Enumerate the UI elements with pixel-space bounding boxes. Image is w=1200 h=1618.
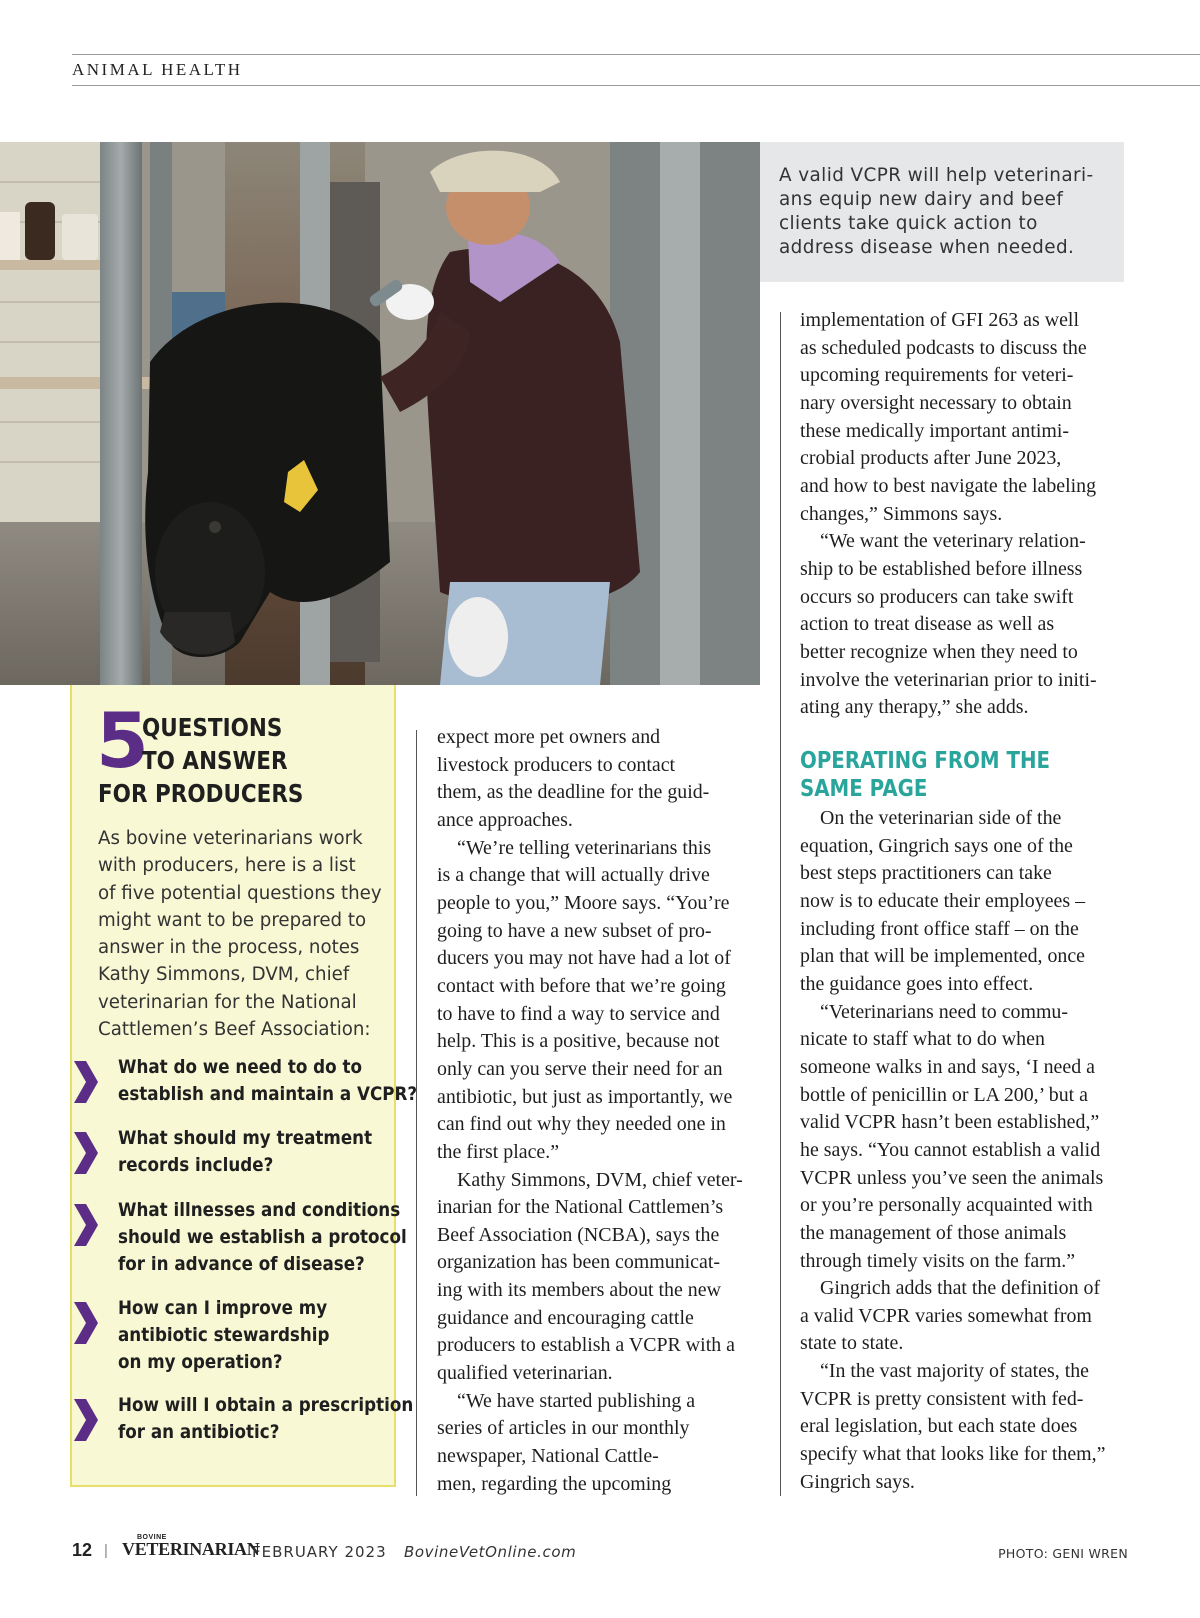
- question-line: for in advance of disease?: [118, 1254, 365, 1275]
- text-line: involve the veterinarian prior to initi-: [800, 668, 1097, 691]
- feature-photo: [0, 142, 760, 685]
- question-line: should we establish a protocol: [118, 1227, 407, 1248]
- text-line: “In the vast majority of states, the: [820, 1360, 1089, 1383]
- text-line: ance approaches.: [437, 808, 573, 831]
- sidebar-title-line: QUESTIONS: [142, 713, 283, 742]
- text-line: through timely visits on the farm.”: [800, 1249, 1076, 1272]
- section-label: ANIMAL HEALTH: [72, 60, 243, 79]
- subhead-line: SAME PAGE: [800, 776, 928, 802]
- issue-date: FEBRUARY 2023: [252, 1543, 387, 1561]
- intro-line: with producers, here is a list: [98, 855, 356, 877]
- text-line: implementation of GFI 263 as well: [800, 309, 1079, 331]
- website-link[interactable]: BovineVetOnline.com: [404, 1543, 577, 1561]
- text-line: the management of those animals: [800, 1221, 1067, 1244]
- text-line: Gingrich adds that the definition of: [820, 1277, 1101, 1300]
- text-line: can find out why they needed one in: [437, 1113, 726, 1136]
- chevron-right-icon: [74, 1132, 98, 1174]
- caption-line: clients take quick action to: [779, 213, 1038, 234]
- sidebar-intro: [98, 825, 398, 1043]
- subhead-line: OPERATING FROM THE: [800, 748, 1051, 774]
- text-line: equation, Gingrich says one of the: [800, 834, 1073, 857]
- text-line: series of articles in our monthly: [437, 1417, 690, 1440]
- text-line: is a change that will actually drive: [437, 864, 710, 887]
- page-number: 12: [72, 1540, 93, 1560]
- column-divider: [780, 312, 781, 1496]
- text-line: organization has been communicat-: [437, 1251, 720, 1274]
- question-line: What should my treatment: [118, 1128, 373, 1149]
- text-line: upcoming requirements for veteri-: [800, 364, 1074, 387]
- intro-line: of five potential questions they: [98, 882, 382, 904]
- body-column-middle: [437, 724, 743, 1498]
- text-line: the first place.”: [437, 1140, 560, 1163]
- text-line: “Veterinarians need to commu-: [820, 1000, 1068, 1023]
- header-underline: [72, 85, 1200, 86]
- text-line: newspaper, National Cattle-: [437, 1445, 659, 1468]
- text-line: plan that will be implemented, once: [800, 945, 1086, 968]
- text-line: eral legislation, but each state does: [800, 1415, 1078, 1438]
- intro-line: might want to be prepared to: [98, 909, 367, 931]
- intro-line: As bovine veterinarians work: [98, 828, 363, 849]
- text-line: Kathy Simmons, DVM, chief veter-: [457, 1168, 743, 1191]
- logo-main: VETERINARIAN: [122, 1539, 260, 1559]
- caption-line: ans equip new dairy and beef: [779, 189, 1064, 210]
- text-line: going to have a new subset of pro-: [437, 919, 712, 942]
- text-line: expect more pet owners and: [437, 726, 661, 748]
- chevron-right-icon: [74, 1399, 98, 1441]
- section-subhead: [800, 747, 1050, 803]
- intro-line: answer in the process, notes: [98, 937, 360, 959]
- question-line: How will I obtain a prescription: [118, 1395, 414, 1416]
- text-line: nicate to staff what to do when: [800, 1028, 1045, 1051]
- sidebar-title-line: TO ANSWER: [142, 746, 288, 775]
- text-line: he says. “You cannot establish a valid: [800, 1138, 1101, 1161]
- text-line: antibiotic, but just as importantly, we: [437, 1085, 733, 1108]
- body-column-right-bottom: [800, 805, 1105, 1496]
- text-line: VCPR is pretty consistent with fed-: [800, 1387, 1084, 1410]
- text-line: “We’re telling veterinarians this: [457, 836, 712, 859]
- caption-line: address disease when needed.: [779, 237, 1075, 258]
- text-line: a valid VCPR varies somewhat from: [800, 1304, 1092, 1327]
- text-line: valid VCPR hasn’t been established,”: [800, 1111, 1100, 1134]
- text-line: occurs so producers can take swift: [800, 585, 1074, 608]
- text-line: VCPR unless you’ve seen the animals: [800, 1166, 1104, 1189]
- sidebar-number: 5: [96, 696, 149, 785]
- text-line: Beef Association (NCBA), says the: [437, 1223, 720, 1246]
- text-line: people to you,” Moore says. “You’re: [437, 891, 730, 914]
- question-text: [118, 1054, 417, 1108]
- question-line: on my operation?: [118, 1352, 283, 1373]
- questions-sidebar: [70, 685, 418, 1487]
- chevron-right-icon: [74, 1204, 98, 1246]
- text-line: men, regarding the upcoming: [437, 1472, 672, 1495]
- text-line: ducers you may not have had a lot of: [437, 947, 731, 970]
- text-line: qualified veterinarian.: [437, 1362, 613, 1385]
- column-divider: [416, 730, 417, 1496]
- text-line: bottle of penicillin or LA 200,’ but a: [800, 1083, 1088, 1106]
- text-line: ating any therapy,” she adds.: [800, 696, 1029, 719]
- question-line: What illnesses and conditions: [118, 1200, 401, 1221]
- question-line: establish and maintain a VCPR?: [118, 1084, 418, 1105]
- text-line: ing with its members about the new: [437, 1279, 721, 1302]
- text-line: only can you serve their need for an: [437, 1057, 723, 1080]
- text-line: changes,” Simmons says.: [800, 502, 1003, 525]
- question-line: antibiotic stewardship: [118, 1325, 330, 1346]
- text-line: now is to educate their employees –: [800, 889, 1086, 912]
- text-line: specify what that looks like for them,”: [800, 1443, 1106, 1466]
- chevron-right-icon: [74, 1302, 98, 1344]
- body-column-right-top: [800, 307, 1097, 722]
- text-line: “We want the veterinary relation-: [820, 530, 1086, 553]
- text-line: producers to establish a VCPR with a: [437, 1334, 735, 1357]
- text-line: Gingrich says.: [800, 1470, 915, 1493]
- text-line: better recognize when they need to: [800, 640, 1078, 663]
- text-line: crobial products after June 2023,: [800, 447, 1062, 470]
- text-line: best steps practitioners can take: [800, 862, 1052, 885]
- question-line: for an antibiotic?: [118, 1422, 280, 1443]
- text-line: livestock producers to contact: [437, 753, 676, 776]
- top-rule: [72, 54, 1200, 55]
- intro-line: Kathy Simmons, DVM, chief: [98, 964, 350, 986]
- text-line: and how to best navigate the labeling: [800, 474, 1097, 497]
- text-line: action to treat disease as well as: [800, 613, 1055, 636]
- text-line: inarian for the National Cattlemen’s: [437, 1196, 724, 1219]
- question-text: [118, 1197, 407, 1278]
- photo-caption: [760, 142, 1124, 282]
- text-line: guidance and encouraging cattle: [437, 1306, 694, 1329]
- question-line: What do we need to do to: [118, 1057, 362, 1078]
- intro-line: veterinarian for the National: [98, 991, 357, 1013]
- question-text: [118, 1392, 413, 1446]
- text-line: including front office staff – on the: [800, 917, 1079, 940]
- caption-line: A valid VCPR will help veterinari-: [779, 165, 1094, 186]
- text-line: On the veterinarian side of the: [820, 807, 1062, 829]
- intro-line: Cattlemen’s Beef Association:: [98, 1019, 371, 1041]
- chevron-right-icon: [74, 1061, 98, 1103]
- question-text: [118, 1295, 330, 1376]
- text-line: them, as the deadline for the guid-: [437, 781, 710, 804]
- text-line: nary oversight necessary to obtain: [800, 391, 1072, 414]
- text-line: to have to find a way to service and: [437, 1002, 720, 1025]
- text-line: state to state.: [800, 1332, 904, 1355]
- text-line: help. This is a positive, because not: [437, 1030, 720, 1053]
- text-line: ship to be established before illness: [800, 557, 1083, 580]
- logo-small: BOVINE: [137, 1534, 167, 1541]
- photo-credit: PHOTO: GENI WREN: [998, 1546, 1128, 1561]
- text-line: these medically important antimi-: [800, 419, 1069, 442]
- footer-separator: |: [104, 1542, 108, 1559]
- text-line: the guidance goes into effect.: [800, 972, 1034, 995]
- question-line: records include?: [118, 1155, 274, 1176]
- text-line: as scheduled podcasts to discuss the: [800, 336, 1087, 359]
- question-line: How can I improve my: [118, 1298, 328, 1319]
- text-line: contact with before that we’re going: [437, 974, 726, 997]
- text-line: “We have started publishing a: [457, 1389, 696, 1412]
- sidebar-title-line: FOR PRODUCERS: [98, 779, 304, 808]
- text-line: or you’re personally acquainted with: [800, 1194, 1093, 1217]
- question-text: [118, 1125, 372, 1179]
- text-line: someone walks in and says, ‘I need a: [800, 1055, 1095, 1078]
